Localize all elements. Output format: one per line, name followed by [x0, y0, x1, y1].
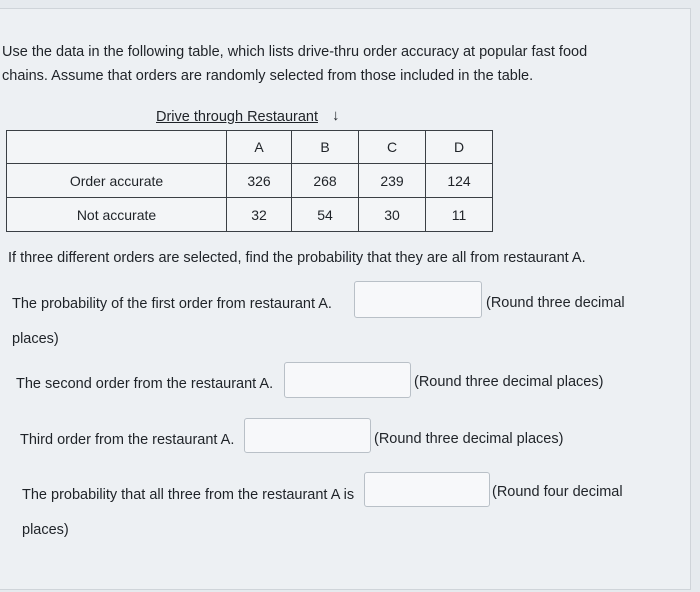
row-label: Not accurate	[7, 198, 227, 232]
part-3-hint: (Round three decimal places)	[374, 431, 564, 447]
intro-text-line-1: Use the data in the following table, which lists drive-thru order accuracy at popular fast food	[2, 44, 588, 60]
part-2-label: The second order from the restaurant A.	[16, 376, 274, 392]
table-cell: 239	[359, 164, 426, 198]
accuracy-table	[6, 130, 493, 232]
table-cell: 326	[227, 164, 292, 198]
part-3-answer-input[interactable]	[244, 418, 371, 453]
intro-text-line-2: chains. Assume that orders are randomly selected from those included in the table.	[2, 68, 534, 84]
table-cell: 32	[227, 198, 292, 232]
part-4-answer-input[interactable]	[364, 472, 490, 507]
part-1-hint: (Round three decimal	[486, 295, 625, 311]
table-cell: 11	[426, 198, 493, 232]
part-2-answer-input[interactable]	[284, 362, 411, 398]
arrow-down-icon: ↓	[332, 107, 340, 124]
table-header-cell: A	[227, 131, 292, 164]
part-1-answer-input[interactable]	[354, 281, 482, 318]
table-header-row	[7, 131, 493, 164]
part-3-label: Third order from the restaurant A.	[20, 432, 235, 448]
table-cell: 124	[426, 164, 493, 198]
table-cell: 54	[292, 198, 359, 232]
row-label: Order accurate	[7, 164, 227, 198]
table-cell: 30	[359, 198, 426, 232]
part-2-hint: (Round three decimal places)	[414, 374, 604, 390]
table-cell: 268	[292, 164, 359, 198]
part-4-hint: (Round four decimal	[492, 484, 623, 500]
table-header-cell: B	[292, 131, 359, 164]
table-row	[7, 164, 493, 198]
table-header-cell	[7, 131, 227, 164]
part-1-label: The probability of the first order from restaurant A.	[12, 296, 332, 312]
table-title: Drive through Restaurant	[156, 109, 318, 125]
question-text: If three different orders are selected, find the probability that they are all from restaurant A.	[8, 250, 586, 266]
part-4-label: The probability that all three from the restaurant A is	[22, 487, 355, 503]
part-1-label-continued: places)	[12, 331, 59, 347]
part-4-label-continued: places)	[22, 522, 69, 538]
table-header-cell: C	[359, 131, 426, 164]
table-row	[7, 198, 493, 232]
table-header-cell: D	[426, 131, 493, 164]
worksheet-panel	[0, 8, 691, 590]
